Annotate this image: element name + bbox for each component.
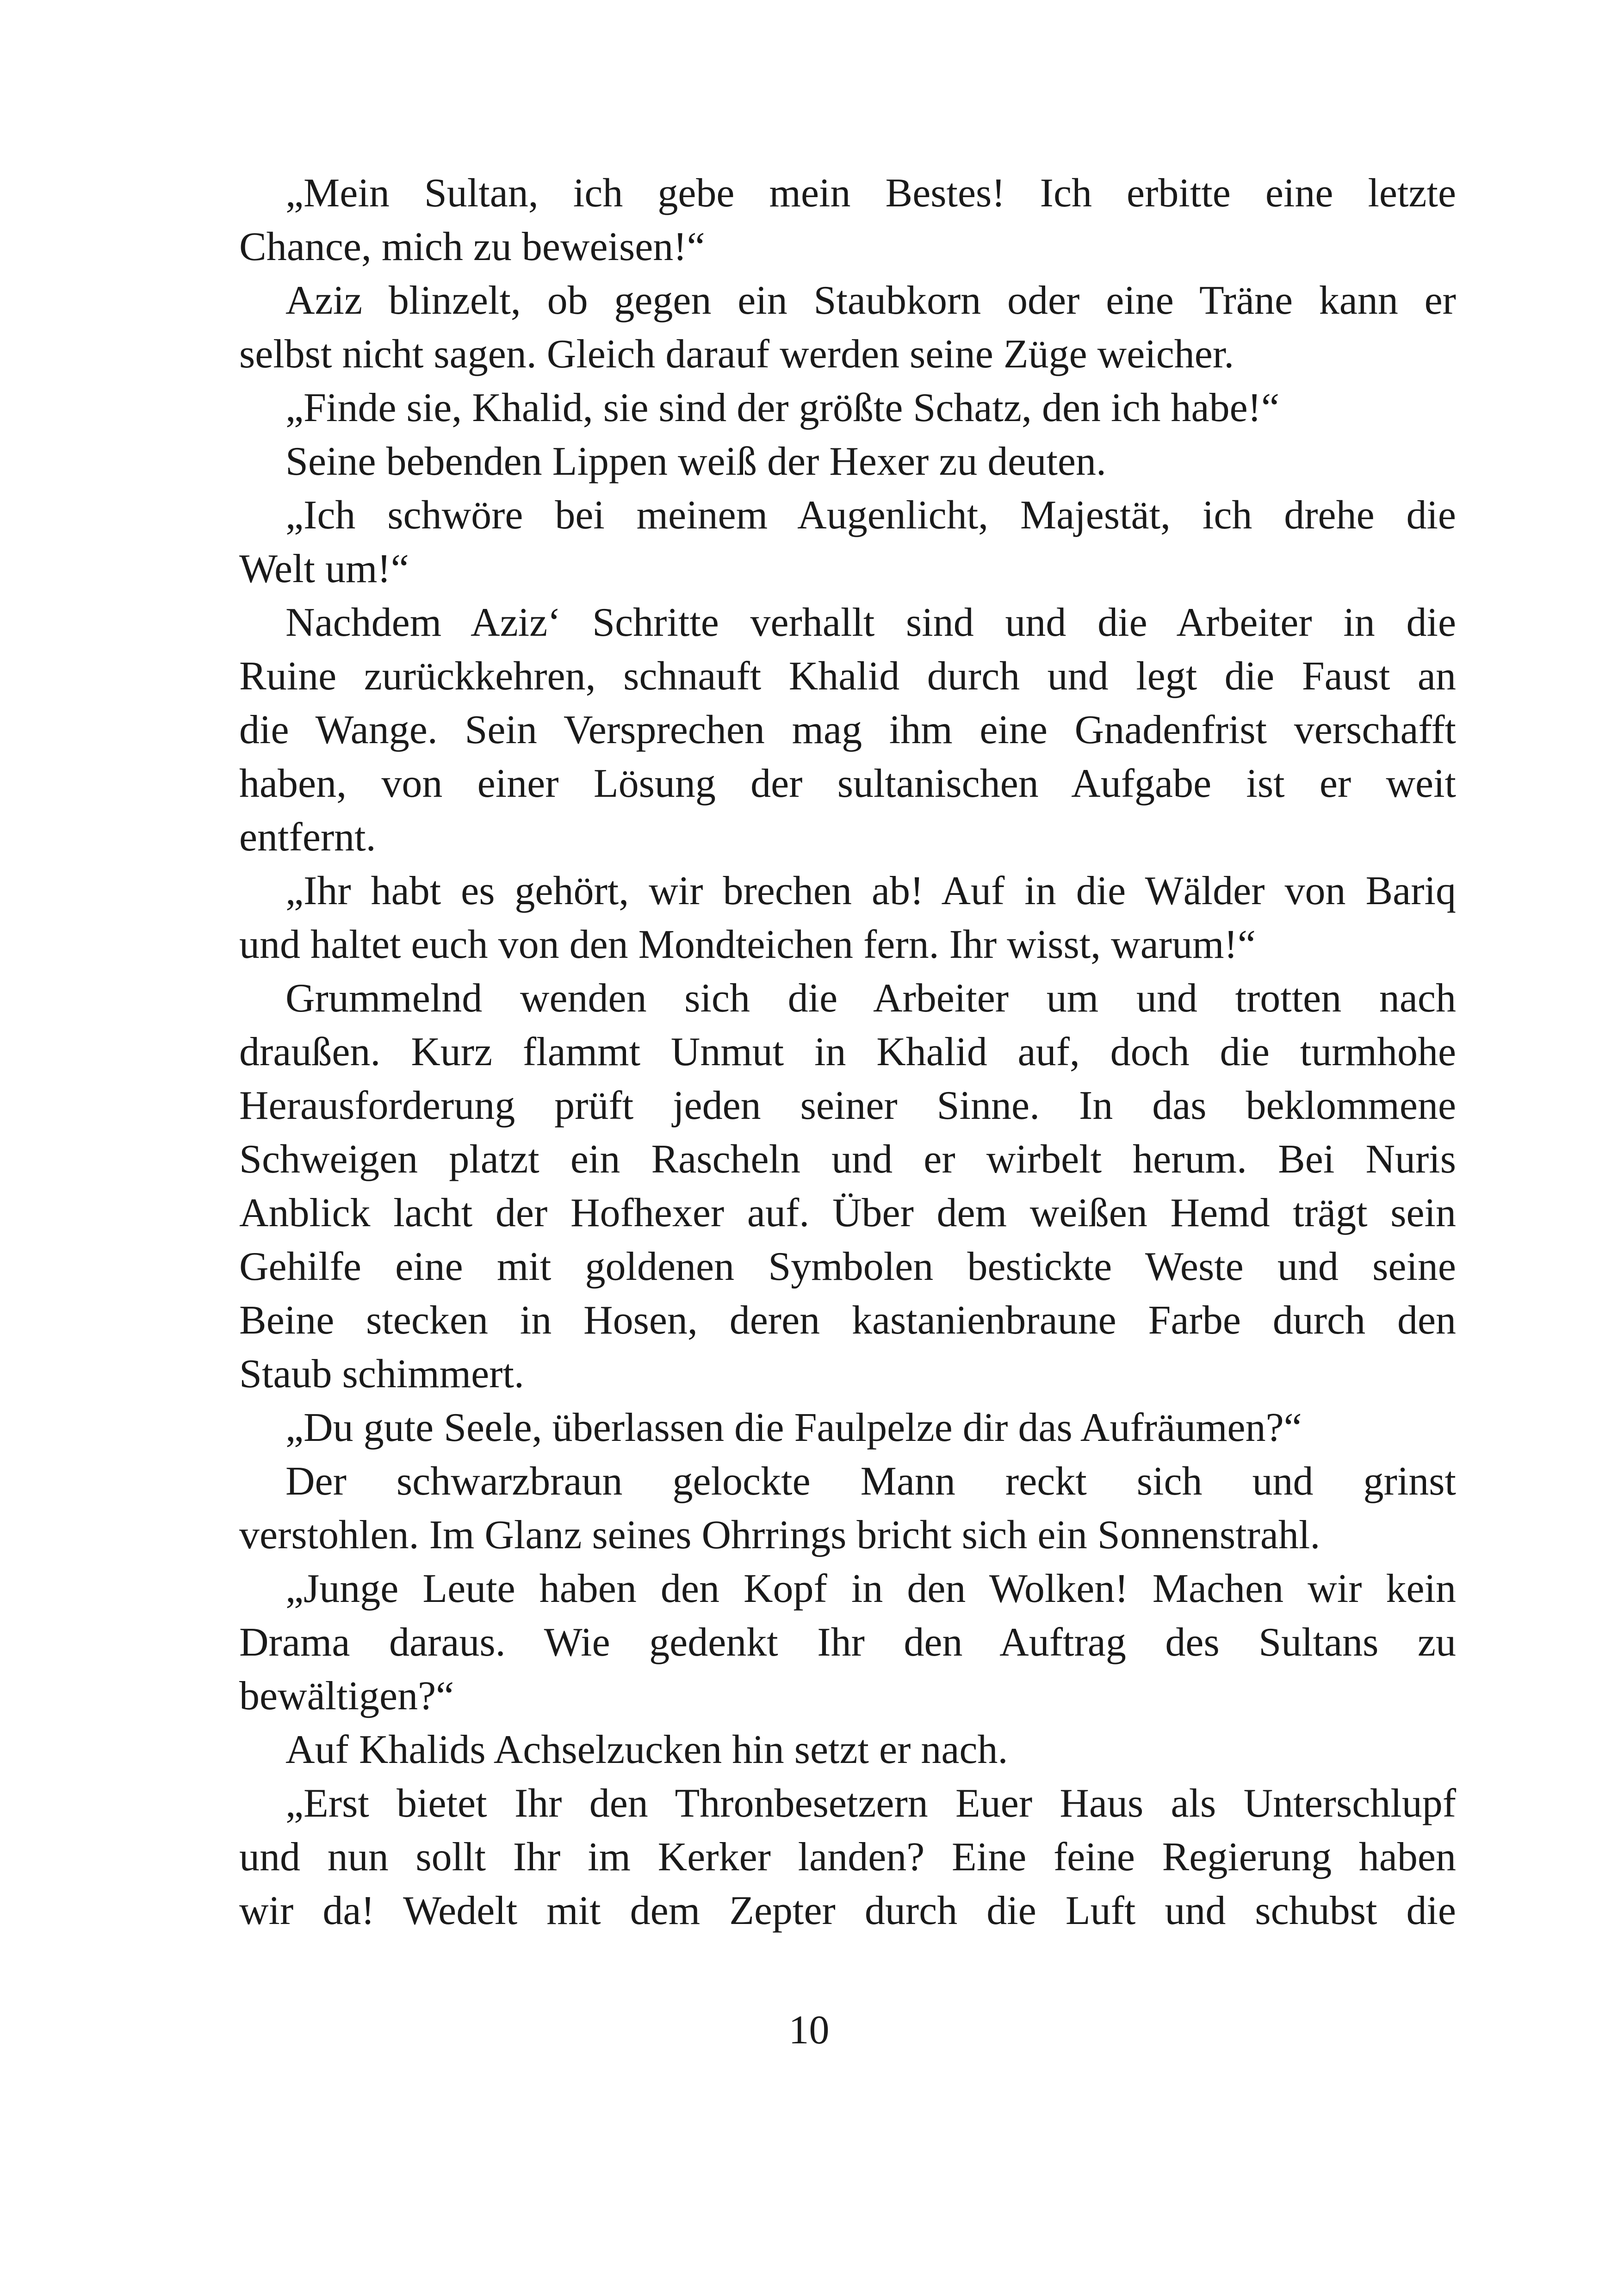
text-line: Drama daraus. Wie gedenkt Ihr den Auftrag des Sultans zu xyxy=(239,1620,1456,1665)
text-line: „Ihr habt es gehört, wir brechen ab! Auf in die Wälder von Bariq xyxy=(285,869,1456,913)
text-line: bewältigen?“ xyxy=(239,1674,454,1719)
text-line: Grummelnd wenden sich die Arbeiter um und trotten nach xyxy=(285,976,1456,1021)
text-line: selbst nicht sagen. Gleich darauf werden seine Züge weicher. xyxy=(239,332,1234,377)
page-number: 10 xyxy=(788,2008,830,2053)
paragraph xyxy=(239,489,1456,596)
text-line: Auf Khalids Achselzucken hin setzt er nach. xyxy=(285,1727,1008,1772)
text-line: Nachdem Aziz‘ Schritte verhallt sind und die Arbeiter in die xyxy=(285,600,1456,645)
text-line: Ruine zurückkehren, schnauft Khalid durch und legt die Faust an xyxy=(239,654,1456,699)
text-line: die Wange. Sein Versprechen mag ihm eine Gnadenfrist verschafft xyxy=(239,707,1456,752)
paragraph xyxy=(239,972,1456,1401)
text-line: Chance, mich zu beweisen!“ xyxy=(239,224,705,269)
text-line: Gehilfe eine mit goldenen Symbolen bestickte Weste und seine xyxy=(239,1244,1456,1289)
paragraph xyxy=(239,864,1456,972)
text-line: „Finde sie, Khalid, sie sind der größte Schatz, den ich habe!“ xyxy=(285,385,1280,430)
text-line: draußen. Kurz flammt Unmut in Khalid auf, doch die turmhohe xyxy=(239,1030,1456,1074)
paragraph xyxy=(239,435,1456,489)
paragraph xyxy=(239,1562,1456,1723)
paragraph xyxy=(239,381,1456,435)
text-line: Herausforderung prüft jeden seiner Sinne. In das beklommene xyxy=(239,1083,1456,1128)
paragraph xyxy=(239,274,1456,381)
text-line: „Ich schwöre bei meinem Augenlicht, Majestät, ich drehe die xyxy=(285,493,1456,538)
text-line: und nun sollt Ihr im Kerker landen? Eine feine Regierung haben xyxy=(239,1835,1456,1880)
text-line: „Junge Leute haben den Kopf in den Wolken! Machen wir kein xyxy=(285,1566,1456,1611)
text-line: haben, von einer Lösung der sultanischen Aufgabe ist er weit xyxy=(239,761,1456,806)
paragraph xyxy=(239,1455,1456,1562)
text-line: „Mein Sultan, ich gebe mein Bestes! Ich erbitte eine letzte xyxy=(285,171,1456,216)
text-line: Anblick lacht der Hofhexer auf. Über dem weißen Hemd trägt sein xyxy=(239,1191,1456,1235)
text-line: verstohlen. Im Glanz seines Ohrrings bricht sich ein Sonnenstrahl. xyxy=(239,1513,1320,1558)
text-line: Welt um!“ xyxy=(239,546,409,591)
paragraph xyxy=(239,596,1456,864)
text-line: entfernt. xyxy=(239,815,376,860)
text-line: wir da! Wedelt mit dem Zepter durch die Luft und schubst die xyxy=(239,1888,1456,1933)
text-line: „Erst bietet Ihr den Thronbesetzern Euer Haus als Unterschlupf xyxy=(285,1781,1456,1826)
text-line: Seine bebenden Lippen weiß der Hexer zu deuten. xyxy=(285,439,1106,484)
paragraph xyxy=(239,1401,1456,1455)
text-line: Schweigen platzt ein Rascheln und er wirbelt herum. Bei Nuris xyxy=(239,1137,1456,1182)
text-line: Beine stecken in Hosen, deren kastanienbraune Farbe durch den xyxy=(239,1298,1456,1343)
text-line: Staub schimmert. xyxy=(239,1352,524,1396)
text-line: „Du gute Seele, überlassen die Faulpelze dir das Aufräumen?“ xyxy=(285,1405,1302,1450)
body-text xyxy=(239,167,1456,1938)
text-line: Aziz blinzelt, ob gegen ein Staubkorn oder eine Träne kann er xyxy=(285,278,1456,323)
paragraph xyxy=(239,167,1456,274)
text-line: Der schwarzbraun gelockte Mann reckt sich und grinst xyxy=(285,1459,1456,1504)
text-line: und haltet euch von den Mondteichen fern. Ihr wisst, warum!“ xyxy=(239,922,1256,967)
paragraph xyxy=(239,1777,1456,1938)
paragraph xyxy=(239,1723,1456,1777)
